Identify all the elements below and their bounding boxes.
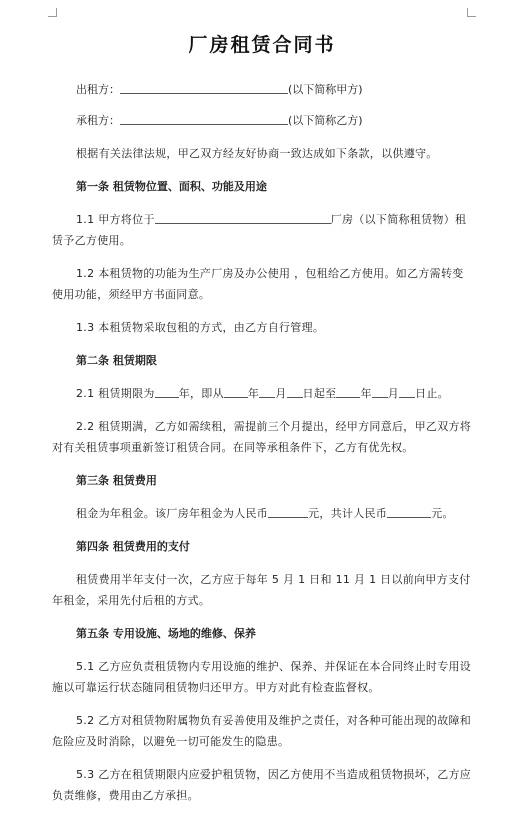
- clause2-1-text: 2.1 租赁期限为: [76, 387, 155, 400]
- intro-paragraph: 根据有关法律法规，甲乙双方经友好协商一致达成如下条款，以供遵守。: [76, 147, 438, 160]
- start-month-blank: [259, 385, 275, 398]
- article5-clause2: 5.2 乙方对租赁物附属物负有妥善使用及维护之责任，对各种可能出现的故障和危险应及时消除，以避免一切可能发生的隐患。: [52, 714, 472, 748]
- clause1-1-start: 1.1 甲方将位于: [76, 213, 155, 226]
- article5-heading: 第五条 专用设施、场地的维修、保养: [76, 627, 256, 640]
- end-year-blank: [336, 385, 360, 398]
- article1-clause3: 1.3 本租赁物采取包租的方式，由乙方自行管理。: [76, 321, 325, 334]
- start-day-blank: [287, 385, 303, 398]
- end-month-blank: [372, 385, 388, 398]
- article1-heading: 第一条 租赁物位置、面积、功能及用途: [76, 180, 267, 193]
- clause2-1-text: 年: [247, 387, 260, 400]
- start-year-blank: [224, 385, 248, 398]
- clause2-1-text: 月: [387, 387, 400, 400]
- lessee-blank: [120, 112, 288, 125]
- article5-clause3: 5.3 乙方在租赁期限内应爱护租赁物，因乙方使用不当造成租赁物损坏，乙方应负责维修，费用由乙方承担。: [52, 768, 472, 802]
- document-page: [52, 30, 472, 818]
- page-corner-mark-right: [467, 8, 476, 17]
- total-rent-blank: [387, 505, 431, 518]
- article4-clause1: 租赁费用半年支付一次，乙方应于每年 5 月 1 日和 11 月 1 日以前向甲方支付年租金，采用先付后租的方式。: [52, 573, 471, 607]
- rent-text: 租金为年租金。该厂房年租金为人民币: [76, 507, 269, 520]
- document-title: 厂房租赁合同书: [188, 34, 336, 56]
- end-day-blank: [399, 385, 415, 398]
- lessor-blank: [120, 81, 288, 94]
- clause1-1-end: 厂房（以下简称租赁物）租赁予乙方使用。: [52, 213, 467, 247]
- article5-clause1: 5.1 乙方应负责租赁物内专用设施的维护、保养、并保证在本合同终止时专用设施以可靠运行状态随同租赁物归还甲方。甲方对此有检查监督权。: [52, 660, 472, 694]
- location-blank: [155, 211, 331, 224]
- article1-clause2: 1.2 本租赁物的功能为生产厂房及办公使用 ，包租给乙方使用。如乙方需转变使用功能，须经甲方书面同意。: [52, 267, 464, 301]
- term-years-blank: [155, 385, 179, 398]
- clause2-1-text: 月: [275, 387, 287, 400]
- clause2-1-text: 年，即从: [178, 387, 224, 400]
- annual-rent-blank: [268, 505, 308, 518]
- rent-text: 元。: [431, 507, 454, 520]
- article1-clause1: [52, 209, 472, 251]
- lessee-note: (以下简称乙方): [288, 114, 363, 127]
- lessor-note: (以下简称甲方): [288, 83, 363, 96]
- article3-clause1: [52, 503, 472, 524]
- clause2-1-text: 日起至: [302, 387, 337, 400]
- lessor-line: [52, 79, 472, 100]
- article3-heading: 第三条 租赁费用: [76, 474, 157, 487]
- lessee-label: 承租方：: [76, 114, 120, 127]
- article2-clause2: 2.2 租赁期满，乙方如需续租，需提前三个月提出，经甲方同意后，甲乙双方将对有关租赁事项重新签订租赁合同。在同等承租条件下，乙方有优先权。: [52, 420, 472, 454]
- lessee-line: [52, 110, 472, 131]
- clause2-1-text: 日止。: [415, 387, 449, 400]
- page-corner-mark-left: [48, 8, 57, 17]
- rent-text: 元，共计人民币: [308, 507, 388, 520]
- article2-clause1: [52, 383, 472, 404]
- clause2-1-text: 年: [360, 387, 372, 400]
- article4-heading: 第四条 租赁费用的支付: [76, 540, 190, 553]
- lessor-label: 出租方：: [76, 83, 120, 96]
- article2-heading: 第二条 租赁期限: [76, 354, 157, 367]
